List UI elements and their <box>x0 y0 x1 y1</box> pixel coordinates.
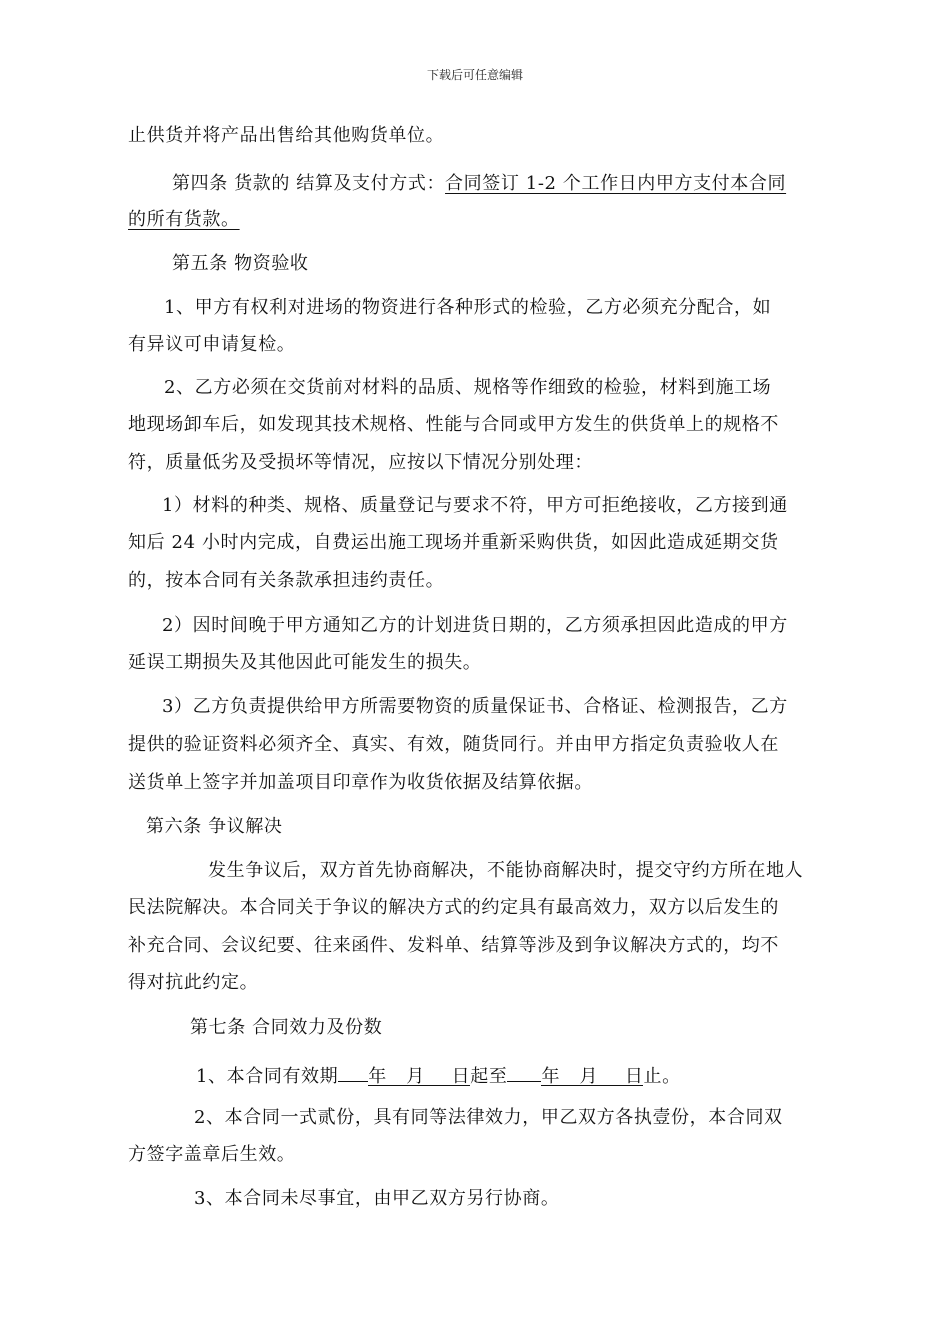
paragraph-line: 符，质量低劣及受损坏等情况，应按以下情况分别处理： <box>128 452 593 473</box>
paragraph-line: 有异议可申请复检。 <box>128 334 296 355</box>
payment-terms: 合同签订 1-2 个工作日内甲方支付本合同 <box>445 173 787 194</box>
month-end: 月 <box>579 1065 623 1086</box>
paragraph-line: 2）因时间晚于甲方通知乙方的计划进货日期的，乙方须承担因此造成的甲方 <box>162 615 788 636</box>
article-7-heading: 第七条 合同效力及份数 <box>190 1017 383 1038</box>
paragraph-line: 知后 24 小时内完成，自费运出施工现场并重新采购供货，如因此造成延期交货 <box>128 532 779 553</box>
year-start: 年 <box>368 1065 406 1086</box>
paragraph-line: 3、本合同未尽事宜，由甲乙双方另行协商。 <box>194 1188 560 1209</box>
page-header: 下载后可任意编辑 <box>426 68 523 82</box>
blank-field[interactable] <box>507 1061 541 1082</box>
paragraph-line: 方签字盖章后生效。 <box>128 1144 296 1165</box>
paragraph-line: 得对抗此约定。 <box>128 972 259 993</box>
article-6-heading: 第六条 争议解决 <box>146 816 283 837</box>
paragraph-line: 止供货并将产品出售给其他购货单位。 <box>128 125 445 146</box>
article-4-label: 第四条 货款的 结算及支付方式： <box>172 173 446 194</box>
blank-field[interactable] <box>338 1061 368 1082</box>
month-start: 月 <box>406 1065 450 1086</box>
paragraph-line: 2、乙方必须在交货前对材料的品质、规格等作细致的检验，材料到施工场 <box>164 377 772 398</box>
paragraph-line: 的，按本合同有关条款承担违约责任。 <box>128 570 445 591</box>
article-5-heading: 第五条 物资验收 <box>172 253 309 274</box>
paragraph-line: 1、甲方有权利对进场的物资进行各种形式的检验，乙方必须充分配合，如 <box>164 297 772 318</box>
validity-mid: 起至 <box>470 1066 508 1087</box>
paragraph-line: 3）乙方负责提供给甲方所需要物资的质量保证书、合格证、检测报告，乙方 <box>162 696 788 717</box>
validity-period-line <box>196 1061 681 1089</box>
paragraph-line: 2、本合同一式贰份，具有同等法律效力，甲乙双方各执壹份，本合同双 <box>194 1107 783 1128</box>
paragraph-line: 补充合同、会议纪要、往来函件、发料单、结算等涉及到争议解决方式的，均不 <box>128 935 779 956</box>
paragraph-line: 民法院解决。本合同关于争议的解决方式的约定具有最高效力，双方以后发生的 <box>128 897 779 918</box>
day-end: 日 <box>624 1066 644 1087</box>
paragraph-line: 发生争议后，双方首先协商解决，不能协商解决时，提交守约方所在地人 <box>208 860 804 881</box>
paragraph-line: 延误工期损失及其他因此可能发生的损失。 <box>128 652 482 673</box>
validity-label: 1、本合同有效期 <box>196 1066 339 1087</box>
paragraph-line: 送货单上签字并加盖项目印章作为收货依据及结算依据。 <box>128 772 593 793</box>
day-start: 日 <box>451 1066 471 1087</box>
paragraph-line: 提供的验证资料必须齐全、真实、有效，随货同行。并由甲方指定负责验收人在 <box>128 734 779 755</box>
paragraph-line: 地现场卸车后，如发现其技术规格、性能与合同或甲方发生的供货单上的规格不 <box>128 414 779 435</box>
validity-end: 止。 <box>643 1066 681 1087</box>
payment-terms-cont: 的所有货款。 <box>128 209 240 230</box>
year-end: 年 <box>541 1065 579 1086</box>
article-4-line <box>172 172 786 196</box>
paragraph-line: 1）材料的种类、规格、质量登记与要求不符，甲方可拒绝接收，乙方接到通 <box>162 495 788 516</box>
